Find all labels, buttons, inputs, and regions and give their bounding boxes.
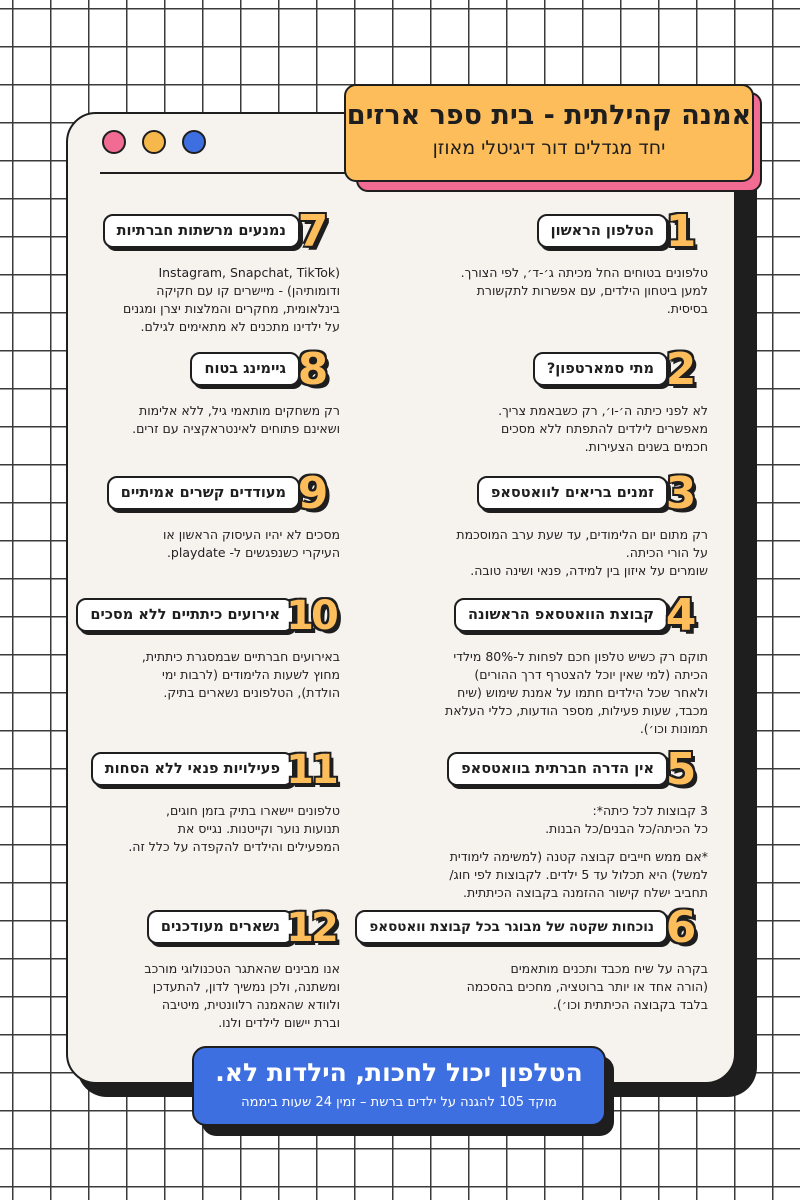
item-number: 3 xyxy=(665,468,697,519)
item-body: באירועים חברתיים שבמסגרת כיתתית, מחוץ לשעות הלימודים (לרבות ימי הולדת), הטלפונים נשארים בתיק. xyxy=(141,649,340,700)
item-body: לא לפני כיתה ה׳-ו׳, רק כשבאמת צריך. מאפשרים לילדים להתפתח ללא מסכים חכמים בשנים הצעירות. xyxy=(498,403,708,454)
item-title: זמנים בריאים לוואטסאפ xyxy=(477,476,668,510)
item-number: 10 xyxy=(286,593,336,639)
item-number: 4 xyxy=(665,590,697,641)
charter-item-2 xyxy=(408,344,708,456)
item-title: קבוצת הוואטסאפ הראשונה xyxy=(454,598,668,632)
item-number: 5 xyxy=(665,744,697,795)
item-title: נשארים מעודכנים xyxy=(147,910,294,944)
item-body: (Instagram, Snapchat, TikTok ודומותיהן) - מיישרים קו עם חקיקה בינלאומית, מחקרים והמלצות יצרן ומגנים על ילדינו מתכנים לא מתאימים לגילם. xyxy=(123,265,340,334)
footer-title: הטלפון יכול לחכות, הילדות לא. xyxy=(215,1058,583,1087)
item-number: 1 xyxy=(665,206,697,257)
item-number: 6 xyxy=(665,902,697,953)
item-body: בקרה על שיח מכבד ותכנים מותאמים (הורה אחד או יותר ברוטציה, מחכים בהסכמה בלבד בקבוצה הכיתתית וכו׳). xyxy=(466,961,708,1012)
charter-item-9 xyxy=(40,468,340,562)
item-title: נוכחות שקטה של מבוגר בכל קבוצת וואטסאפ xyxy=(355,910,668,944)
orange-dot-icon xyxy=(142,130,166,154)
item-body: רק מתום יום הלימודים, עד שעת ערב המוסכמת על הורי הכיתה. שומרים על איזון בין למידה, פנאי ושינה טובה. xyxy=(456,527,708,578)
page-title: אמנה קהילתית - בית ספר ארזים xyxy=(346,100,752,131)
footer-subtitle: מוקד 105 להגנה על ילדים ברשת – זמין 24 שעות ביממה xyxy=(241,1095,557,1110)
item-number: 2 xyxy=(665,344,697,395)
item-title: אירועים כיתתיים ללא מסכים xyxy=(76,598,294,632)
item-body: 3 קבוצות לכל כיתה*: כל הכיתה/כל הבנים/כל הבנות. *אם ממש חייבים קבוצה קטנה (למשימה לימודית למשל) היא תכלול עד 5 ילדים. לקבוצות לפי חוג/ תחביב ישלח קישור ההזמנה בקבוצה הכיתתית. xyxy=(449,803,708,900)
charter-item-8 xyxy=(40,344,340,438)
item-number: 12 xyxy=(286,905,336,951)
item-body: טלפונים יישארו בתיק בזמן חוגים, תנועות נוער וקייטנות. נגייס את המפעילים והילדים להקפדה על כלל זה. xyxy=(128,803,340,854)
charter-item-1 xyxy=(408,206,708,318)
item-body: מסכים לא יהיו העיסוק הראשון או העיקרי כשנפגשים ל- playdate. xyxy=(163,527,340,560)
item-body: רק משחקים מותאמי גיל, ללא אלימות ושאינם פתוחים לאינטראקציה עם זרים. xyxy=(132,403,340,436)
footer-banner xyxy=(192,1046,606,1126)
charter-item-4 xyxy=(408,590,708,738)
item-number: 8 xyxy=(297,344,329,395)
charter-item-6 xyxy=(369,902,708,1014)
item-number: 7 xyxy=(297,206,329,257)
page-subtitle: יחד מגדלים דור דיגיטלי מאוזן xyxy=(432,137,666,159)
pink-dot-icon xyxy=(102,130,126,154)
item-body: אנו מבינים שהאתגר הטכנולוגי מורכב ומשתנה, ולכן נמשיך לדון, להתעדכן ולוודא שהאמנה רלוונטית, מיטיבה וברת יישום לילדים ולנו. xyxy=(144,961,340,1030)
charter-item-10 xyxy=(40,594,340,702)
item-title: מתי סמארטפון? xyxy=(533,352,668,386)
blue-dot-icon xyxy=(182,130,206,154)
charter-item-12 xyxy=(40,906,340,1032)
header-card xyxy=(344,84,754,182)
item-title: נמנעים מרשתות חברתיות xyxy=(103,214,300,248)
item-number: 9 xyxy=(297,468,329,519)
charter-item-11 xyxy=(40,748,340,856)
item-body: טלפונים בטוחים החל מכיתה ג׳-ד׳, לפי הצורך. למען ביטחון הילדים, עם אפשרות לתקשורת בסיסית. xyxy=(460,265,708,316)
window-controls xyxy=(102,130,206,154)
item-title: גיימינג בטוח xyxy=(190,352,300,386)
charter-item-3 xyxy=(408,468,708,580)
window-divider xyxy=(100,172,360,174)
item-title: פעילויות פנאי ללא הסחות xyxy=(91,752,294,786)
charter-item-5 xyxy=(408,744,708,902)
item-number: 11 xyxy=(286,747,336,793)
item-title: הטלפון הראשון xyxy=(537,214,668,248)
item-title: מעודדים קשרים אמיתיים xyxy=(107,476,300,510)
item-body: תוקם רק כשיש טלפון חכם לפחות ל-80% מילדי הכיתה (למי שאין יוכל להצטרף דרך ההורים) ולאחר שכל הילדים חתמו על אמנת שימוש (שיח מכבד, שעות פעילות, מספר הודעות, כללי העלאת תמונות וכו׳). xyxy=(445,649,708,736)
item-title: אין הדרה חברתית בוואטסאפ xyxy=(447,752,668,786)
charter-item-7 xyxy=(40,206,340,336)
